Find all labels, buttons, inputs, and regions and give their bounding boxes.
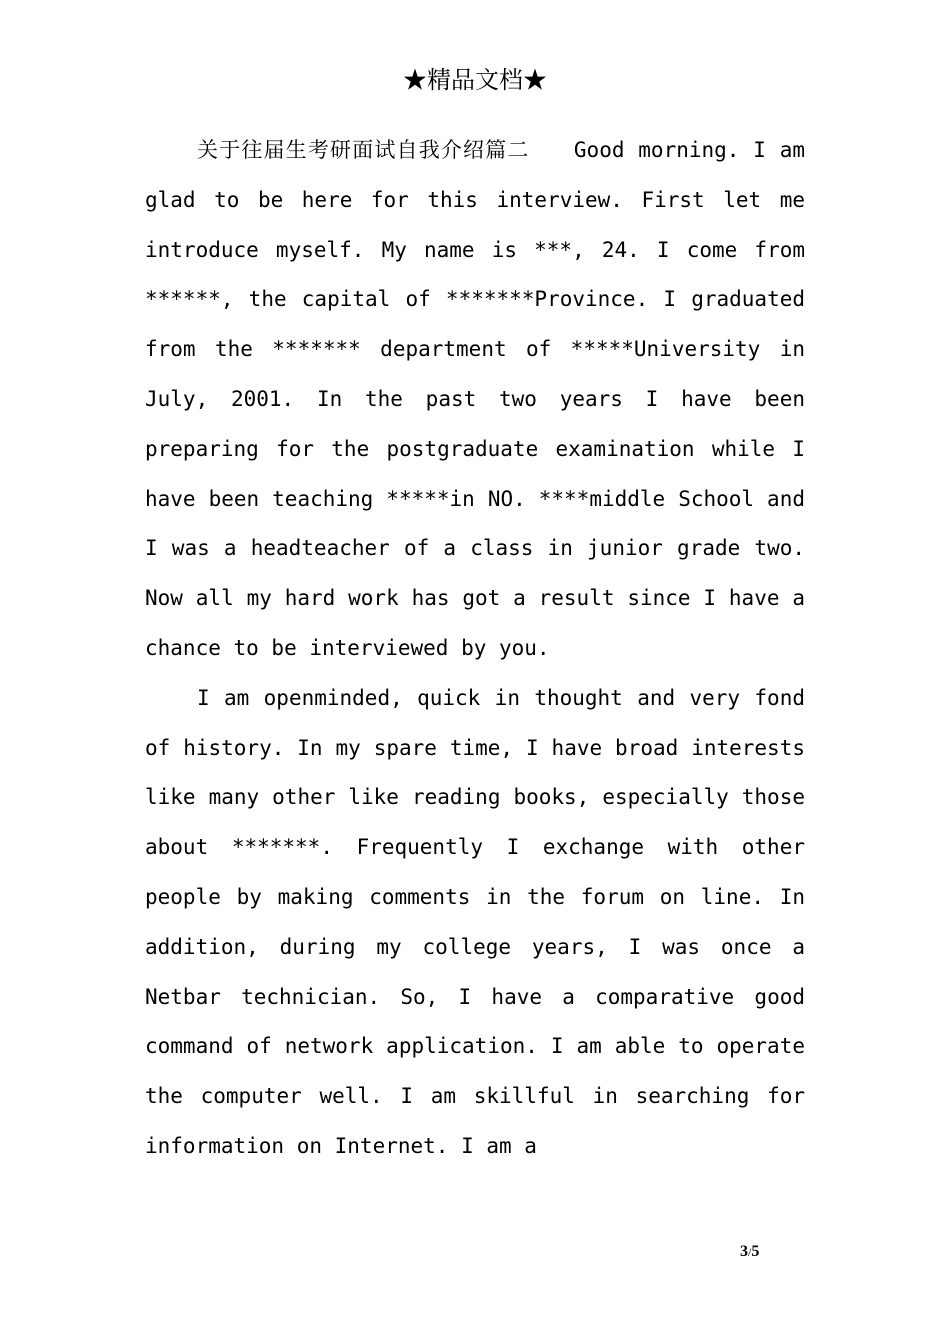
page-current: 3 — [740, 1243, 748, 1260]
document-body — [145, 126, 805, 1172]
paragraph: I am openminded, quick in thought and very fond of history. In my spare time, I have broad interests like many other like reading books, especially those about *******. Frequently I exchange with other people by making comments in the forum on line. In addition, during my college years, I was once a Netbar technician. So, I have a comparative good command of network application. I am able to operate the computer well. I am skillful in searching for information on Internet. I am a — [145, 685, 805, 1158]
page-number — [740, 1242, 790, 1262]
paragraph: 关于往届生考研面试自我介绍篇二 Good morning. I am glad to be here for this interview. First let me introduce myself. My name is ***, 24. I come from ******, the capital of *******Province. I graduated from the ******* department of *****University in July, 2001. In the past two years I have been preparing for the postgraduate examination while I have been teaching *****in NO. ****middle School and I was a headteacher of a class in junior grade two. Now all my hard work has got a result since I have a chance to be interviewed by you. — [145, 138, 805, 660]
page-total: 5 — [751, 1243, 760, 1260]
page-header: ★精品文档★ — [403, 66, 547, 94]
page-separator: / — [748, 1245, 752, 1259]
